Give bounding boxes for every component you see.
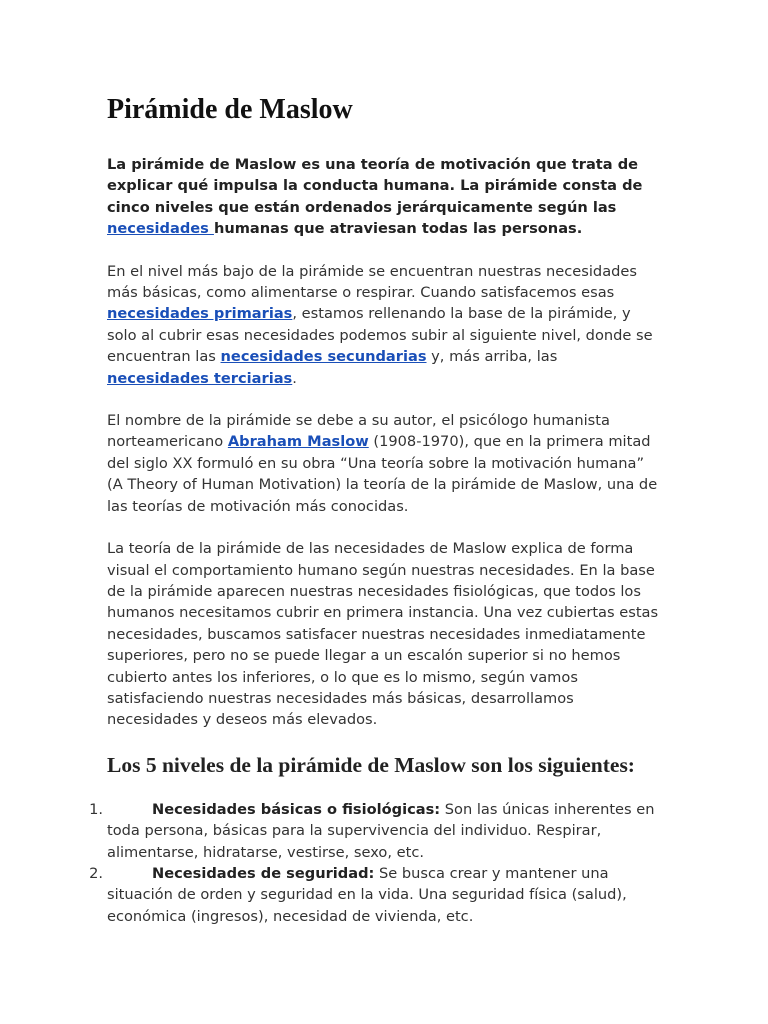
paragraph-text: y, más arriba, las: [426, 348, 558, 366]
paragraph-levels-intro: [107, 261, 663, 389]
list-item-number: 1.: [89, 800, 103, 818]
list-item: [89, 799, 663, 863]
list-item-text: Se busca crear y mantener una situación de orden y seguridad en la vida. Una seguridad física (salud), económica (ingresos), necesidad de vivienda, etc.: [107, 864, 627, 925]
link-abraham-maslow[interactable]: Abraham Maslow: [227, 433, 369, 451]
paragraph-author: [107, 410, 663, 517]
paragraph-text: , estamos rellenando la base de la pirámide, y solo al cubrir esas necesidades podemos subir al siguiente nivel, donde se encuentran las: [107, 305, 653, 366]
paragraph-text: (1908-1970), que en la primera mitad del siglo XX formuló en su obra “Una teoría sobre la motivación humana” (A Theory of Human Motivation) la teoría de la pirámide de Maslow, una de las teorías de motivación más conocidas.: [107, 433, 658, 515]
list-item-text: Son las únicas inherentes en toda persona, básicas para la supervivencia del individuo. Respirar, alimentarse, hidratarse, vestirse, sexo, etc.: [107, 800, 655, 861]
levels-list: [89, 799, 663, 927]
intro-text-start: La pirámide de Maslow es una teoría de motivación que trata de explicar qué impulsa la conducta humana. La pirámide consta de cinco niveles que están ordenados jerárquicamente según las: [107, 156, 643, 216]
paragraph-theory: La teoría de la pirámide de las necesidades de Maslow explica de forma visual el comportamiento humano según nuestras necesidades. En la base de la pirámide aparecen nuestras necesidades fisiológicas, que todos los humanos necesitamos cubrir en primera instancia. Una vez cubiertas estas necesidades, buscamos satisfacer nuestras necesidades inmediatamente superiores, pero no se puede llegar a un escalón superior si no hemos cubierto antes los inferiores, o lo que es lo mismo, según vamos satisfaciendo nuestras necesidades más básicas, desarrollamos necesidades y deseos más elevados.: [107, 540, 659, 729]
paragraph-text: En el nivel más bajo de la pirámide se encuentran nuestras necesidades más básicas, como alimentarse o respirar. Cuando satisfacemos esas: [107, 262, 637, 302]
paragraph-text: El nombre de la pirámide se debe a su autor, el psicólogo humanista norteamericano: [107, 412, 610, 451]
list-item-title: Necesidades de seguridad:: [152, 864, 375, 882]
list-item-title: Necesidades básicas o fisiológicas:: [152, 800, 441, 818]
link-necesidades-terciarias[interactable]: necesidades terciarias: [107, 369, 293, 387]
link-necesidades[interactable]: necesidades: [107, 220, 214, 238]
document-page: [89, 92, 663, 927]
section-heading: Los 5 niveles de la pirámide de Maslow son los siguientes:: [107, 752, 635, 777]
intro-paragraph: [107, 154, 663, 240]
page-title: Pirámide de Maslow: [107, 94, 353, 125]
link-necesidades-primarias[interactable]: necesidades primarias: [107, 305, 293, 323]
paragraph-text: .: [292, 369, 297, 387]
list-item-number: 2.: [89, 864, 103, 882]
list-item: [89, 863, 663, 927]
intro-text-end: humanas que atraviesan todas las personas.: [213, 220, 583, 238]
link-necesidades-secundarias[interactable]: necesidades secundarias: [220, 348, 427, 366]
